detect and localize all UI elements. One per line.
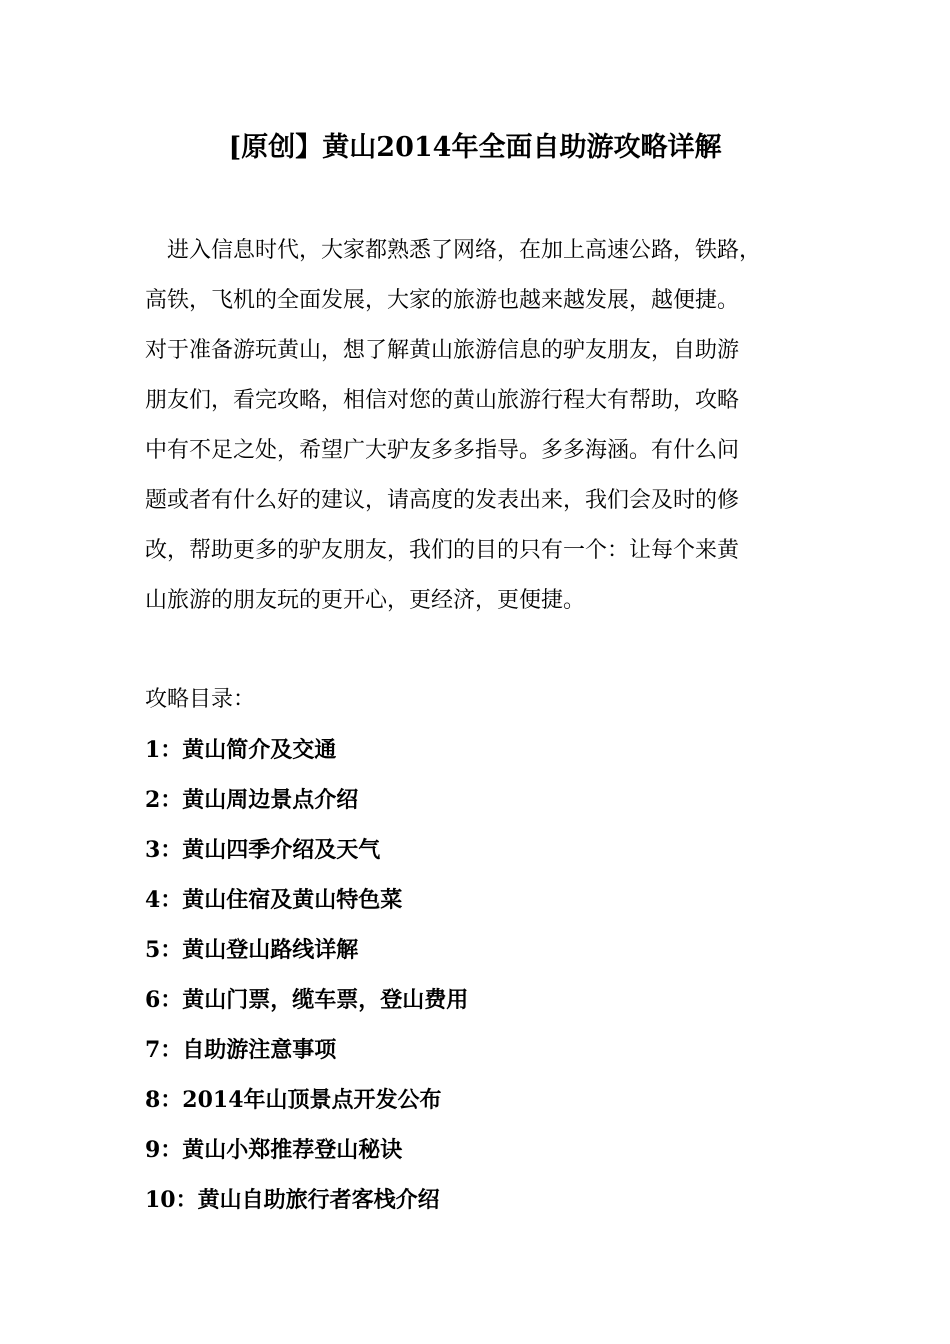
intro-line: 改，帮助更多的驴友朋友，我们的目的只有一个：让每个来黄 (145, 538, 740, 563)
intro-line: 中有不足之处，希望广大驴友多多指导。多多海涵。有什么问 (145, 438, 740, 463)
toc-item: 5：黄山登山路线详解 (145, 937, 359, 963)
toc-item: 3：黄山四季介绍及天气 (145, 837, 381, 863)
intro-paragraph (145, 226, 835, 626)
toc-heading: 攻略目录： (145, 687, 256, 712)
intro-line: 朋友们，看完攻略，相信对您的黄山旅游行程大有帮助，攻略 (145, 388, 740, 413)
intro-line: 高铁，飞机的全面发展，大家的旅游也越来越发展，越便捷。 (145, 288, 740, 313)
toc-item: 4：黄山住宿及黄山特色菜 (145, 887, 403, 913)
toc-item: 8：2014年山顶景点开发公布 (145, 1087, 442, 1113)
intro-line: 进入信息时代，大家都熟悉了网络，在加上高速公路，铁路， (145, 238, 762, 263)
toc-item: 1：黄山简介及交通 (145, 737, 337, 763)
table-of-contents (145, 725, 468, 1225)
toc-item: 10：黄山自助旅行者客栈介绍 (145, 1187, 440, 1213)
document-title: [原创】黄山2014年全面自助游攻略详解 (228, 132, 722, 163)
intro-line: 山旅游的朋友玩的更开心，更经济，更便捷。 (145, 588, 586, 613)
intro-line: 题或者有什么好的建议，请高度的发表出来，我们会及时的修 (145, 488, 740, 513)
toc-item: 6：黄山门票，缆车票，登山费用 (145, 987, 469, 1013)
intro-line: 对于准备游玩黄山，想了解黄山旅游信息的驴友朋友，自助游 (145, 338, 740, 363)
toc-item: 7：自助游注意事项 (145, 1037, 337, 1063)
toc-item: 9：黄山小郑推荐登山秘诀 (145, 1137, 403, 1163)
toc-item: 2：黄山周边景点介绍 (145, 787, 359, 813)
